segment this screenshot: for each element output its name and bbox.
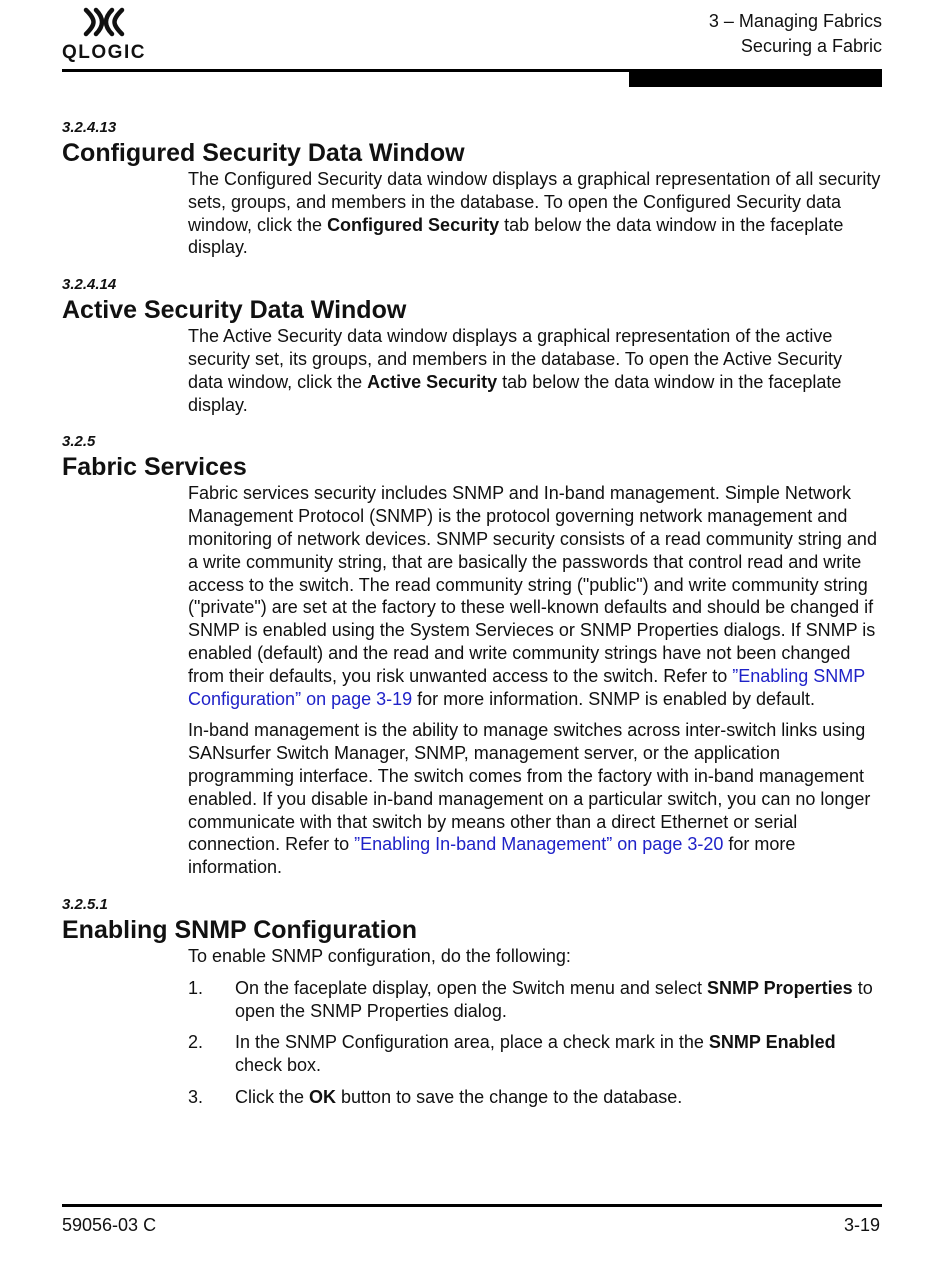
text-run: tab below the data window in the faceplate display. xyxy=(188,371,842,415)
paragraph xyxy=(188,482,882,710)
qlogic-logo-icon xyxy=(82,6,126,38)
text-run: In the SNMP Configuration area, place a check mark in the xyxy=(235,1032,709,1053)
paragraph: To enable SNMP configuration, do the following: xyxy=(188,945,571,966)
cross-reference-link[interactable]: ”Enabling SNMP Configuration” on page 3-19 xyxy=(188,665,865,709)
qlogic-logo xyxy=(62,6,152,63)
section-title: Securing a Fabric xyxy=(740,36,882,56)
section-body xyxy=(188,168,882,259)
step-number: 2. xyxy=(188,1032,204,1053)
section-heading: Active Security Data Window xyxy=(62,296,407,325)
text-run: button to save the change to the database. xyxy=(336,1086,683,1107)
section-heading: Enabling SNMP Configuration xyxy=(62,915,418,944)
text-run: On the faceplate display, open the Switch menu and select xyxy=(235,977,707,998)
section-enabling-snmp xyxy=(62,895,882,1109)
running-header xyxy=(709,9,882,59)
bold-term: SNMP Properties xyxy=(706,977,853,998)
text-run: Fabric services security includes SNMP and In-band management. Simple Network Management Protocol (SNMP) is the protocol governing network management and monitoring of network devices. SNMP security consists of a read community string and a write community string, that are basically the passwords that control read and write access to the switch. The read community string ("public") and write community string ("private") are set at the factory to these well-known defaults and should be changed if SNMP is enabled using the System Servieces or SNMP Properties dialogs. If SNMP is enabled (default) and the read and write community strings have not been changed from their defaults, you risk unwanted access to the switch. Refer to xyxy=(188,483,877,686)
section-number: 3.2.5.1 xyxy=(62,895,108,913)
logo-text: QLOGIC xyxy=(62,42,146,63)
text-run: to open the SNMP Properties dialog. xyxy=(235,977,873,1021)
chapter-title: 3 – Managing Fabrics xyxy=(708,11,882,31)
section-configured-security xyxy=(62,118,882,259)
section-number: 3.2.5 xyxy=(62,433,96,451)
section-fabric-services xyxy=(62,432,882,879)
paragraph xyxy=(188,719,882,879)
step-list xyxy=(188,977,882,1109)
header-tab-bar xyxy=(629,72,882,87)
text-run: for more information. SNMP is enabled by default. xyxy=(412,688,816,709)
bold-term: Configured Security xyxy=(327,214,500,235)
list-item xyxy=(188,1086,882,1109)
list-item xyxy=(188,1031,882,1077)
section-number: 3.2.4.13 xyxy=(62,119,117,136)
text-run: Click the xyxy=(235,1086,310,1107)
section-heading: Fabric Services xyxy=(62,453,247,482)
paragraph xyxy=(188,168,882,259)
section-body xyxy=(188,482,882,879)
bold-term: Active Security xyxy=(367,371,498,392)
text-run: for more information. xyxy=(188,834,796,878)
bold-term: SNMP Enabled xyxy=(708,1032,836,1053)
section-body xyxy=(188,325,882,416)
section-number: 3.2.4.14 xyxy=(62,276,117,294)
list-item xyxy=(188,977,882,1023)
text-run: In-band management is the ability to manage switches across inter-switch links using SANsurfer Switch Manager, SNMP, management server, or the application programming interface. The switch comes from the factory with in-band management enabled. If you disable in-band management on a particular switch, you can no longer communicate with that switch by means other than a direct Ethernet or serial connection. Refer to xyxy=(188,720,871,855)
section-heading: Configured Security Data Window xyxy=(62,139,465,167)
cross-reference-link[interactable]: ”Enabling In-band Management” on page 3-20 xyxy=(354,834,724,855)
step-number: 1. xyxy=(188,977,204,998)
bold-term: OK xyxy=(309,1086,337,1107)
step-number: 3. xyxy=(188,1086,204,1107)
text-run: The Configured Security data window displays a graphical representation of all security sets, groups, and members in the database. To open the Configured Security data window, click the xyxy=(188,169,881,235)
text-run: check box. xyxy=(235,1055,322,1076)
text-run: The Active Security data window displays a graphical representation of the active security set, its groups, and members in the database. To open the Active Security data window, click the xyxy=(188,326,843,392)
footer-rule xyxy=(62,1204,882,1207)
page-content xyxy=(62,118,882,1125)
document-number: 59056-03 C xyxy=(62,1215,157,1235)
page-number: 3-19 xyxy=(843,1215,880,1235)
paragraph xyxy=(188,325,882,416)
section-active-security xyxy=(62,275,882,416)
text-run: tab below the data window in the faceplate display. xyxy=(188,214,844,258)
section-body xyxy=(188,945,882,1109)
